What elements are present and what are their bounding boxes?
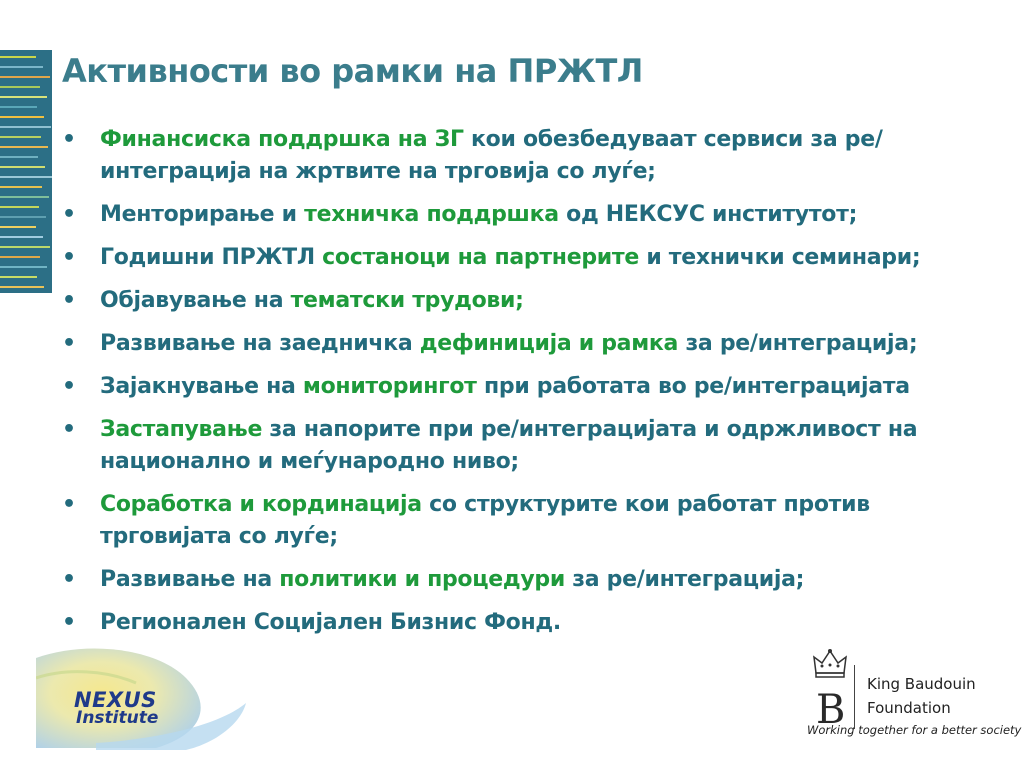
bullet-text: Регионален Социјален Бизнис Фонд. <box>100 610 561 635</box>
bullet-list <box>62 124 1002 650</box>
bullet-dot-icon: • <box>62 288 76 313</box>
stripe <box>0 146 48 148</box>
bullet-dot-icon: • <box>62 331 76 356</box>
stripe <box>0 196 49 198</box>
bullet-text: Развивање на <box>100 567 280 592</box>
crown-icon <box>812 647 848 681</box>
bullet-item <box>62 607 1002 639</box>
stripe <box>0 116 44 118</box>
bullet-text: и технички семинари; <box>638 245 921 270</box>
kbf-divider <box>854 665 855 729</box>
bullet-dot-icon: • <box>62 374 76 399</box>
bullet-text: за напорите при ре/интеграцијата и одржливост на национално и меѓународно ниво; <box>100 417 918 474</box>
bullet-dot-icon: • <box>62 417 76 442</box>
bullet-text: Годишни ПРЖТЛ <box>100 245 323 270</box>
stripe <box>0 66 43 68</box>
nexus-logo-word: NEXUS <box>74 688 157 712</box>
bullet-item <box>62 489 1002 553</box>
bullet-text: од НЕКСУС институтот; <box>558 202 858 227</box>
bullet-text: при работата во ре/интеграцијата <box>476 374 910 399</box>
bullet-dot-icon: • <box>62 610 76 635</box>
kbf-name-line1: King Baudouin <box>867 675 976 693</box>
bullet-item <box>62 285 1002 317</box>
stripe <box>0 126 51 128</box>
bullet-highlight-text: политики и процедури <box>279 567 565 592</box>
bullet-item <box>62 328 1002 360</box>
stripe <box>0 286 44 288</box>
bullet-highlight-text: мониторингот <box>302 374 477 399</box>
stripe <box>0 106 37 108</box>
stripe <box>0 216 46 218</box>
bullet-dot-icon: • <box>62 492 76 517</box>
bullet-text: кои обезбедуваат сервиси за ре/интеграција на жртвите на трговија со луѓе; <box>100 127 883 184</box>
nexus-institute-logo <box>36 648 256 753</box>
kbf-name-line2: Foundation <box>867 699 951 717</box>
bullet-item <box>62 242 1002 274</box>
bullet-text: Објавување на <box>100 288 291 313</box>
bullet-text: за ре/интеграција; <box>678 331 918 356</box>
stripe <box>0 186 42 188</box>
bullet-dot-icon: • <box>62 202 76 227</box>
bullet-item <box>62 124 1002 188</box>
stripe <box>0 266 47 268</box>
stripe <box>0 246 50 248</box>
bullet-text: со структурите кои работат против трговијата со луѓе; <box>100 492 870 549</box>
stripe <box>0 56 36 58</box>
bullet-highlight-text: состаноци на партнерите <box>322 245 639 270</box>
bullet-item <box>62 199 1002 231</box>
bullet-highlight-text: тематски трудови; <box>290 288 524 313</box>
bullet-item <box>62 564 1002 596</box>
stripe <box>0 256 40 258</box>
bullet-dot-icon: • <box>62 245 76 270</box>
stripe <box>0 86 40 88</box>
stripe <box>0 136 41 138</box>
stripe <box>0 276 37 278</box>
bullet-text: Менторирање и <box>100 202 305 227</box>
king-baudouin-foundation-logo <box>800 647 1022 747</box>
kbf-letter: B <box>816 687 846 733</box>
stripe <box>0 156 38 158</box>
bullet-highlight-text: Соработка и кординација <box>100 492 422 517</box>
stripe <box>0 206 39 208</box>
bullet-dot-icon: • <box>62 127 76 152</box>
bullet-text: Зајакнување на <box>100 374 303 399</box>
stripe <box>0 96 47 98</box>
bullet-item <box>62 371 1002 403</box>
bullet-text: Развивање на заедничка <box>100 331 420 356</box>
bullet-highlight-text: техничка поддршка <box>304 202 559 227</box>
stripe <box>0 166 45 168</box>
stripe <box>0 236 43 238</box>
bullet-item <box>62 414 1002 478</box>
bullet-text: за ре/интеграција; <box>564 567 805 592</box>
slide-title: Активности во рамки на ПРЖТЛ <box>62 52 643 90</box>
bullet-highlight-text: Финансиска поддршка на ЗГ <box>100 127 464 152</box>
stripe <box>0 226 36 228</box>
kbf-tagline: Working together for a better society <box>807 723 1022 737</box>
decorative-stripes <box>0 50 52 293</box>
stripe <box>0 76 50 78</box>
bullet-dot-icon: • <box>62 567 76 592</box>
stripe <box>0 176 52 178</box>
nexus-logo-subword: Institute <box>76 708 159 728</box>
bullet-highlight-text: дефиниција и рамка <box>419 331 679 356</box>
bullet-highlight-text: Застапување <box>100 417 263 442</box>
